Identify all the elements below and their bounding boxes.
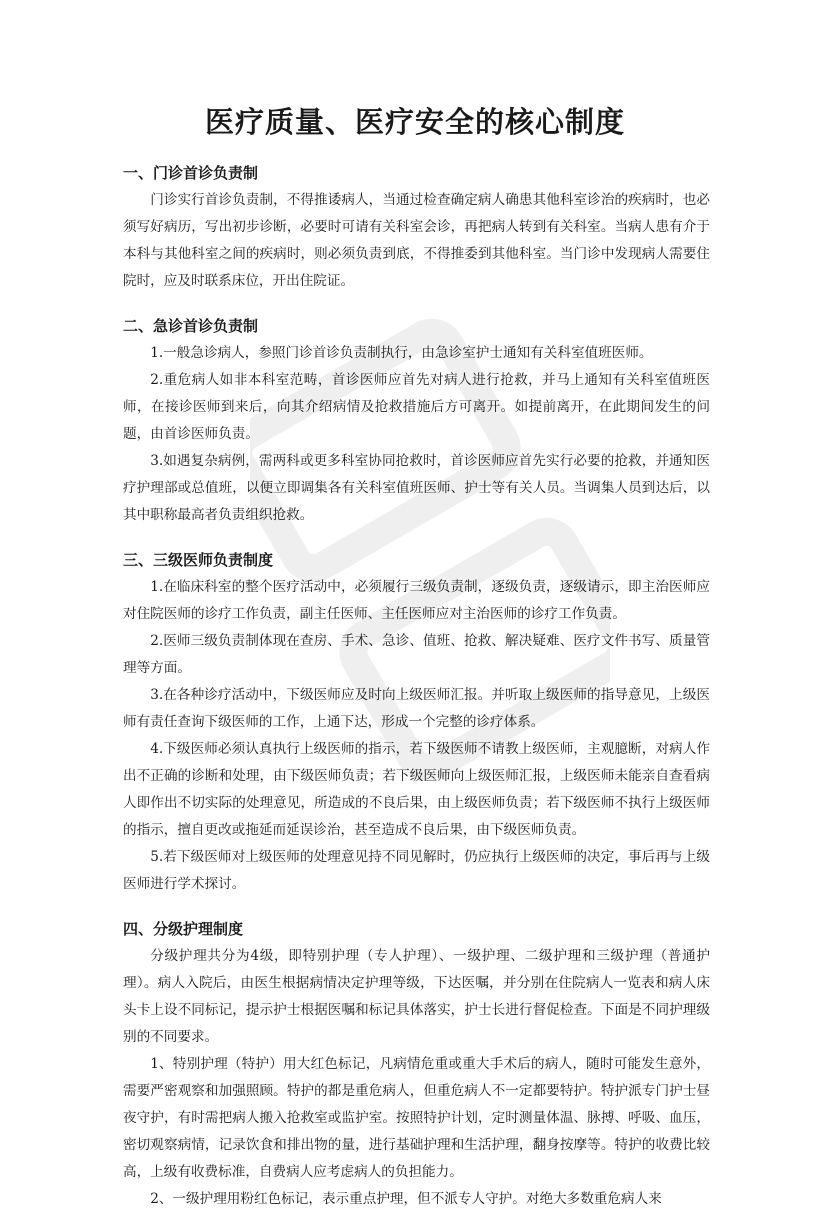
- section-nursing: [123, 916, 710, 1213]
- page-title: 医疗质量、医疗安全的核心制度: [204, 105, 625, 139]
- paragraph: 4.下级医师必须认真执行上级医师的指示，若下级医师不请教上级医师，主观臆断，对病人作出不正确的诊断和处理，由下级医师负责；若下级医师向上级医师汇报，上级医师未能亲自查看病人即作出不切实际的处理意见，所造成的不良后果，由上级医师负责；若下级医师不执行上级医师的指示，擅自更改或拖延而延误诊治，甚至造成不良后果，由下级医师负责。: [123, 741, 710, 838]
- section-heading: 三、三级医师负责制度: [123, 551, 274, 569]
- paragraph: 3.在各种诊疗活动中，下级医师应及时向上级医师汇报。并听取上级医师的指导意见，上级医师有责任查询下级医师的工作，上通下达，形成一个完整的诊疗体系。: [123, 687, 710, 730]
- paragraph: 5.若下级医师对上级医师的处理意见持不同见解时，仍应执行上级医师的决定，事后再与上级医师进行学术探讨。: [123, 849, 710, 892]
- section-outpatient: [123, 160, 710, 295]
- section-heading: 一、门诊首诊负责制: [123, 164, 259, 182]
- paragraph: 1.在临床科室的整个医疗活动中，必须履行三级负责制，逐级负责，逐级请示，即主治医师应对住院医师的诊疗工作负责，副主任医师、主任医师应对主治医师的诊疗工作负责。: [123, 579, 710, 622]
- section-three-level: [123, 547, 710, 898]
- section-heading: 二、急诊首诊负责制: [123, 317, 259, 335]
- document-body: [123, 160, 710, 1231]
- paragraph: 1、特别护理（特护）用大红色标记，凡病情危重或重大手术后的病人，随时可能发生意外，需要严密观察和加强照顾。特护的都是重危病人，但重危病人不一定都要特护。特护派专门护士昼夜守护，有时需把病人搬入抢救室或监护室。按照特护计划，定时测量体温、脉搏、呼吸、血压，密切观察病情，记录饮食和排出物的量，进行基础护理和生活护理，翻身按摩等。特护的收费比较高，上级有收费标准，自费病人应考虑病人的负担能力。: [123, 1056, 710, 1180]
- paragraph: 2.医师三级负责制体现在查房、手术、急诊、值班、抢救、解决疑难、医疗文件书写、质量管理等方面。: [123, 633, 710, 676]
- paragraph: 门诊实行首诊负责制，不得推诿病人，当通过检查确定病人确患其他科室诊治的疾病时，也必须写好病历，写出初步诊断，必要时可请有关科室会诊，再把病人转到有关科室。当病人患有介于本科与其他科室之间的疾病时，则必须负责到底，不得推委到其他科室。当门诊中发现病人需要住院时，应及时联系床位，开出住院证。: [123, 192, 710, 289]
- paragraph: 1.一般急诊病人，参照门诊首诊负责制执行，由急诊室护士通知有关科室值班医师。: [150, 345, 653, 361]
- paragraph: 3.如遇复杂病例，需两科或更多科室协同抢救时，首诊医师应首先实行必要的抢救，并通知医疗护理部或总值班，以便立即调集各有关科室值班医师、护士等有关人员。当调集人员到达后，以其中职称最高者负责组织抢救。: [123, 453, 710, 523]
- section-heading: 四、分级护理制度: [123, 920, 244, 938]
- paragraph: 2、一级护理用粉红色标记，表示重点护理，但不派专人守护。对绝大多数重危病人来: [150, 1191, 662, 1207]
- paragraph: 2.重危病人如非本科室范畴，首诊医师应首先对病人进行抢救，并马上通知有关科室值班医师，在接诊医师到来后，向其介绍病情及抢救措施后方可离开。如提前离开，在此期间发生的问题，由首诊医师负责。: [123, 372, 710, 442]
- paragraph: 分级护理共分为4级，即特别护理（专人护理）、一级护理、二级护理和三级护理（普通护理）。病人入院后，由医生根据病情决定护理等级，下达医嘱，并分别在住院病人一览表和病人床头卡上设不同标记，提示护士根据医嘱和标记具体落实，护士长进行督促检查。下面是不同护理级别的不同要求。: [123, 948, 710, 1045]
- section-emergency: [123, 313, 710, 529]
